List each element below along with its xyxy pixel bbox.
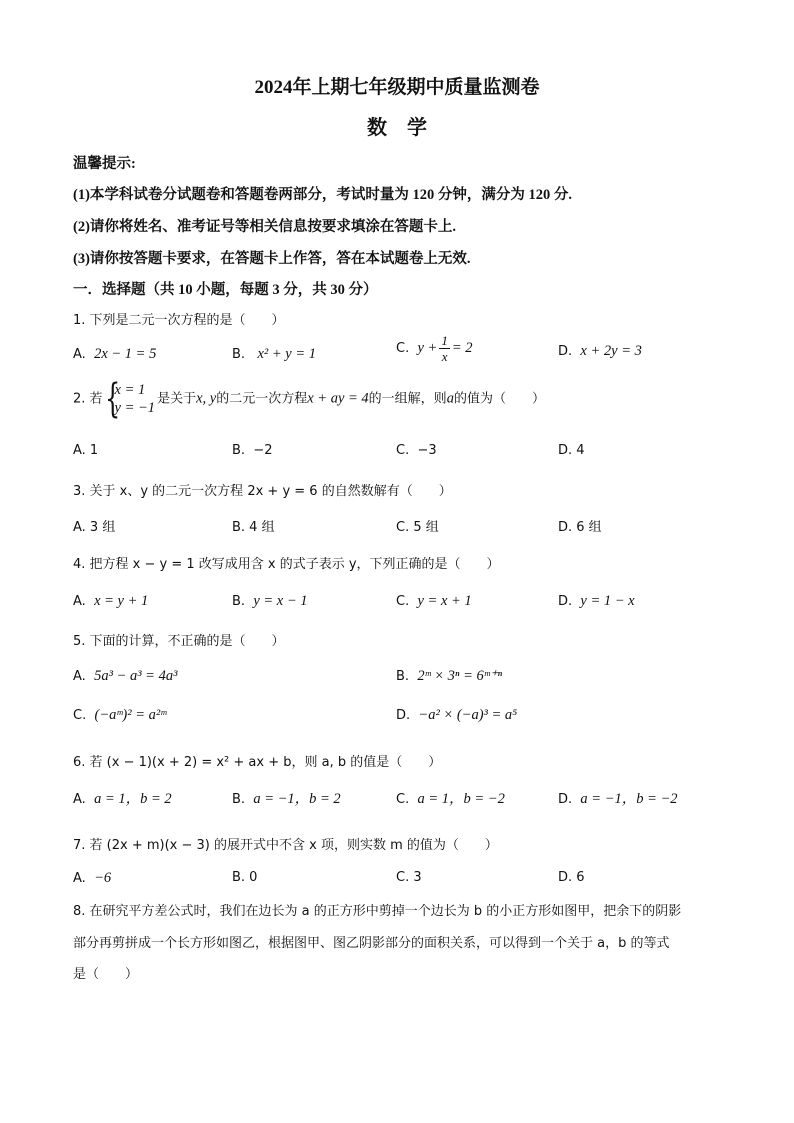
question-8-line-1: 8. 在研究平方差公式时，我们在边长为 a 的正方形中剪掉一个边长为 b 的小正方形如图甲，把余下的阴影 [73, 904, 682, 919]
q6-option-c: C. a = 1，b = −2 [396, 791, 505, 807]
question-6-stem: 6. 若 (x − 1)(x + 2) = x² + ax + b，则 a, b 的值是（ ） [73, 755, 442, 770]
subject-title: 数 学 [367, 117, 427, 139]
q5-option-d: D. −a² × (−a)³ = a⁵ [396, 707, 518, 723]
q1-option-a: A. 2x − 1 = 5 [73, 346, 157, 362]
q1-option-d: D. x + 2y = 3 [558, 343, 642, 359]
notice-heading: 温馨提示: [73, 156, 136, 172]
q5-option-a: A. 5a³ − a³ = 4a³ [73, 668, 178, 684]
q7-option-d: D. 6 [558, 870, 585, 885]
exam-title: 2024年上期七年级期中质量监测卷 [254, 77, 540, 98]
q6-option-d: D. a = −1，b = −2 [558, 791, 678, 807]
q3-option-c: C. 5 组 [396, 520, 439, 535]
question-8-line-3: 是（ ） [73, 967, 139, 982]
notice-item-1: (1)本学科试卷分试题卷和答题卷两部分，考试时量为 120 分钟，满分为 120 分. [73, 187, 573, 203]
question-7-stem: 7. 若 (2x + m)(x − 3) 的展开式中不含 x 项，则实数 m 的值为（ ） [73, 838, 498, 853]
q3-option-b: B. 4 组 [232, 520, 275, 535]
notice-item-2: (2)请你将姓名、准考证号等相关信息按要求填涂在答题卡上. [73, 219, 457, 235]
question-5-stem: 5. 下面的计算，不正确的是（ ） [73, 634, 285, 649]
q4-option-a: A. x = y + 1 [73, 593, 149, 609]
q6-option-b: B. a = −1，b = 2 [232, 791, 341, 807]
q3-option-d: D. 6 组 [558, 520, 602, 535]
equation-system: { x = 1 y = −1 [104, 376, 156, 422]
section-heading: 一．选择题（共 10 小题，每题 3 分，共 30 分） [73, 282, 378, 298]
q4-option-d: D. y = 1 − x [558, 593, 635, 609]
question-8-line-2: 部分再剪拼成一个长方形如图乙，根据图甲、图乙阴影部分的面积关系，可以得到一个关于 a，b 的等式 [73, 936, 670, 951]
q4-option-b: B. y = x − 1 [232, 593, 308, 609]
q7-option-a: A. −6 [73, 870, 112, 886]
q2-option-b: B. −2 [232, 443, 273, 458]
q2-option-c: C. −3 [396, 443, 437, 458]
q5-option-b: B. 2ᵐ × 3ⁿ = 6ᵐ⁺ⁿ [396, 668, 503, 684]
q7-option-c: C. 3 [396, 870, 422, 885]
q2-option-a: A. 1 [73, 443, 99, 458]
q7-option-b: B. 0 [232, 870, 258, 885]
q1-option-b: B. x² + y = 1 [232, 346, 317, 362]
q2-option-d: D. 4 [558, 443, 585, 458]
q5-option-c: C. (−aᵐ)² = a²ᵐ [73, 707, 167, 723]
q3-option-a: A. 3 组 [73, 520, 116, 535]
question-2-stem: 2. 若 { x = 1 y = −1 是关于x, y的二元一次方程x + ay = 4的一组解，则a的值为（ ） [73, 376, 545, 422]
notice-item-3: (3)请你按答题卡要求，在答题卡上作答，答在本试题卷上无效. [73, 251, 471, 267]
q6-option-a: A. a = 1，b = 2 [73, 791, 172, 807]
q4-option-c: C. y = x + 1 [396, 593, 472, 609]
question-4-stem: 4. 把方程 x − y = 1 改写成用含 x 的式子表示 y，下列正确的是（ ） [73, 557, 500, 572]
question-1-stem: 1. 下列是二元一次方程的是（ ） [73, 313, 285, 328]
q1-option-c: C. y + $\frac{1}{x}$ = 2 [396, 333, 473, 364]
question-3-stem: 3. 关于 x、y 的二元一次方程 2x + y = 6 的自然数解有（ ） [73, 484, 452, 499]
